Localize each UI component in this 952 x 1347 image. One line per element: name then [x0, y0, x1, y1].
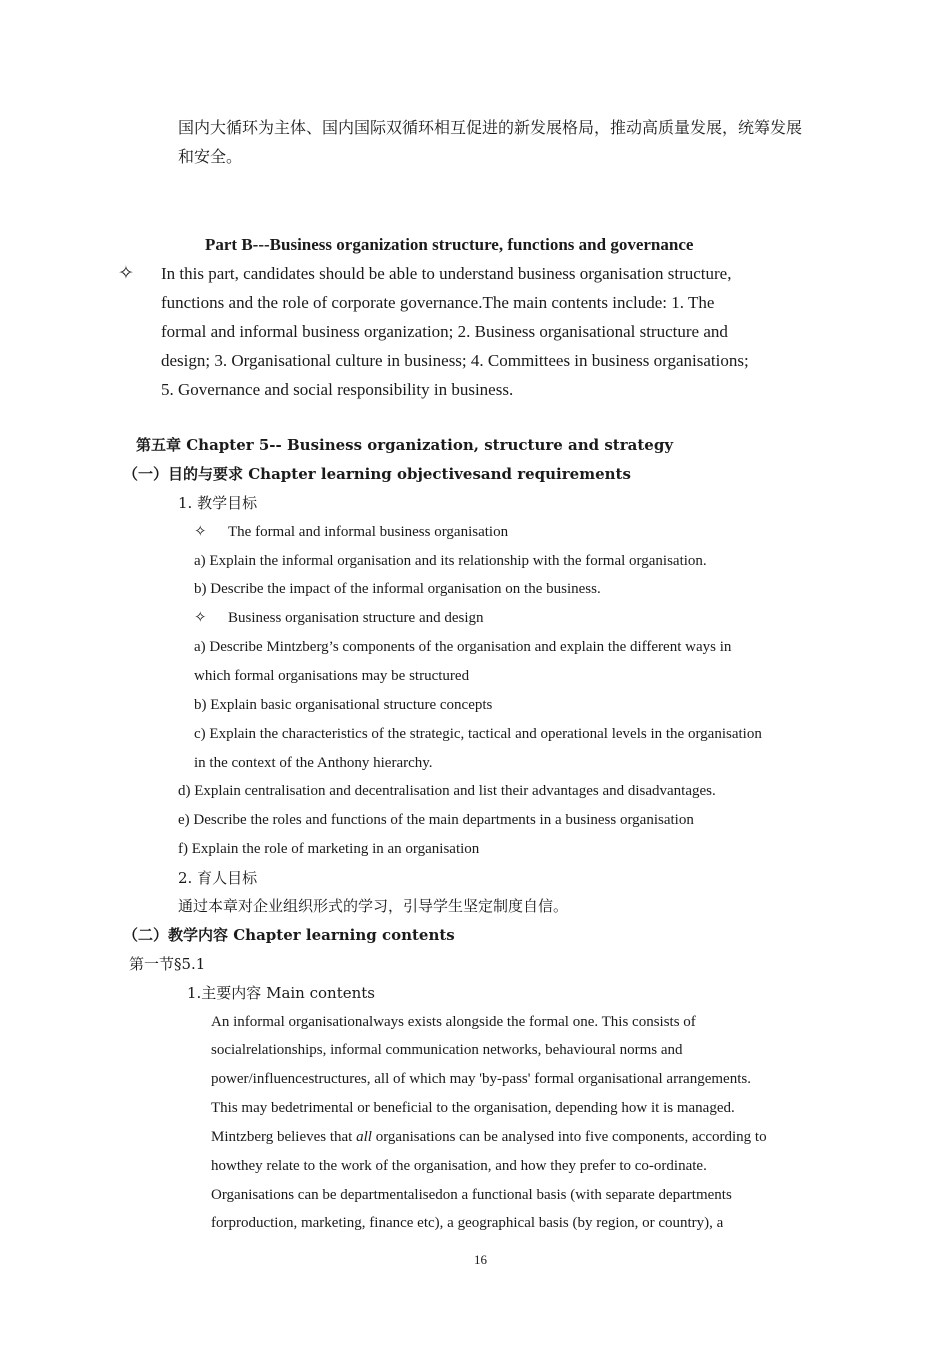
objective-c2-line-1: c) Explain the characteristics of the strategic, tactical and operational levels in the organisation — [194, 726, 762, 742]
education-goal-heading: 2. 育人目标 — [178, 869, 258, 887]
intro-line-2: 和安全。 — [178, 147, 243, 166]
body-line-6: howthey relate to the work of the organisation, and how they prefer to co-ordinate. — [211, 1158, 707, 1174]
mintzberg-emphasis: all — [356, 1129, 372, 1145]
page-number: 16 — [474, 1252, 487, 1267]
objective-a1: a) Explain the informal organisation and its relationship with the formal organisation. — [194, 553, 707, 569]
objective-bullet-1: The formal and informal business organisation — [228, 524, 509, 540]
part-b-line-4: design; 3. Organisational culture in business; 4. Committees in business organisations; — [161, 351, 749, 370]
part-b-heading: Part B---Business organization structure, functions and governance — [205, 235, 694, 254]
mintzberg-pre: Mintzberg believes that — [211, 1129, 357, 1145]
part-b-line-1: In this part, candidates should be able to understand business organisation structure, — [161, 264, 732, 283]
section-ref: 第一节§5.1 — [129, 955, 206, 973]
body-line-4: This may bedetrimental or beneficial to the organisation, depending how it is managed. — [211, 1100, 735, 1116]
section-1-title: （一）目的与要求 Chapter learning objectivesand requirements — [123, 465, 631, 483]
body-line-1: An informal organisationalways exists alongside the formal one. This consists of — [211, 1014, 696, 1030]
body-line-5 — [211, 1130, 767, 1145]
objective-b2: b) Explain basic organisational structure concepts — [194, 697, 493, 713]
part-b-line-2: functions and the role of corporate governance.The main contents include: 1. The — [161, 293, 715, 312]
objective-a2-line-2: which formal organisations may be structured — [194, 668, 470, 684]
diamond-bullet-icon: ✧ — [194, 524, 207, 540]
body-line-7: Organisations can be departmentalisedon a functional basis (with separate departments — [211, 1187, 732, 1203]
objective-c2-line-2: in the context of the Anthony hierarchy. — [194, 755, 433, 771]
objective-d: d) Explain centralisation and decentralisation and list their advantages and disadvantages. — [178, 783, 716, 799]
main-contents-heading: 1.主要内容 Main contents — [187, 984, 375, 1002]
part-b-line-5: 5. Governance and social responsibility in business. — [161, 380, 514, 399]
body-line-3: power/influencestructures, all of which may 'by-pass' formal organisational arrangements. — [211, 1071, 751, 1087]
section-2-title: （二）教学内容 Chapter learning contents — [123, 926, 455, 944]
education-goal-text: 通过本章对企业组织形式的学习，引导学生坚定制度自信。 — [178, 897, 569, 915]
teaching-goal-heading: 1. 教学目标 — [178, 494, 258, 512]
mintzberg-post: organisations can be analysed into five components, according to — [371, 1129, 767, 1145]
objective-bullet-2: Business organisation structure and design — [228, 610, 484, 626]
intro-line-1: 国内大循环为主体、国内国际双循环相互促进的新发展格局，推动高质量发展，统筹发展 — [178, 118, 803, 137]
diamond-bullet-icon: ✧ — [118, 263, 134, 284]
objective-f: f) Explain the role of marketing in an organisation — [178, 841, 480, 857]
part-b-line-3: formal and informal business organization; 2. Business organisational structure and — [161, 322, 728, 341]
diamond-bullet-icon: ✧ — [194, 610, 207, 626]
objective-b1: b) Describe the impact of the informal organisation on the business. — [194, 581, 601, 597]
objective-e: e) Describe the roles and functions of the main departments in a business organisation — [178, 812, 694, 828]
body-line-2: socialrelationships, informal communication networks, behavioural norms and — [211, 1042, 683, 1058]
body-line-8: forproduction, marketing, finance etc), a geographical basis (by region, or country), a — [211, 1215, 724, 1231]
objective-a2-line-1: a) Describe Mintzberg’s components of the organisation and explain the different ways in — [194, 639, 732, 655]
chapter-title: 第五章 Chapter 5-- Business organization, structure and strategy — [136, 436, 674, 454]
